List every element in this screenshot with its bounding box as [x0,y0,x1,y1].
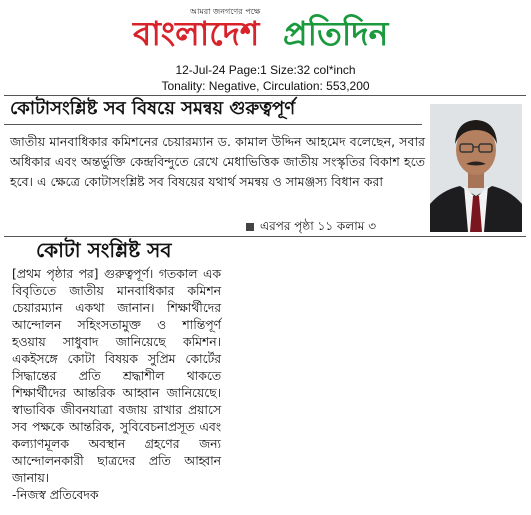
headline-rule [4,124,422,125]
byline: -নিজস্ব প্রতিবেদক [12,488,99,502]
clip-meta-tonality: Tonality: Negative, Circulation: 553,200 [161,79,370,93]
masthead-tagline: আমরা জনগণের পক্ষে [190,7,261,16]
front-lead-paragraph: জাতীয় মানবাধিকার কমিশনের চেয়ারম্যান ড. কামাল উদ্দিন আহমেদ বলেছেন, সবার অধিকার এবং অন্তর্ভুক্তি কেন্দ্রবিন্দুতে রেখে মেধাভিত্তিক জাতীয় সংস্কৃতির বিকাশ হতে হবে। এ ক্ষেত্রে কোটাসংশ্লিষ্ট সব বিষয়ের যথার্থ সমন্বয় ও সামঞ্জস্য বিধান করা [10,134,425,189]
portrait-image [430,104,522,232]
masthead-name-part1: বাংলাদেশ [133,14,260,53]
person-photo [430,104,522,232]
front-headline: কোটাসংশ্লিষ্ট সব বিষয়ে সমন্বয় গুরুত্বপূর্ণ [10,98,296,119]
continuation-headline: কোটা সংশ্লিষ্ট সব [36,238,172,262]
continuation-body: [প্রথম পৃষ্ঠার পর] গুরুত্বপূর্ণ। গতকাল এক বিবৃতিতে জাতীয় মানবাধিকার কমিশন চেয়ারম্যান একথা জানান। শিক্ষার্থীদের আন্দোলন সহিংসতামুক্ত ও শান্তিপূর্ণ হওয়ায় সাধুবাদ জানিয়েছে কমিশন। একইসঙ্গে কোটা বিষয়ক সুপ্রিম কোর্টের সিদ্ধান্তের প্রতি শ্রদ্ধাশীল থাকতে শিক্ষার্থীদের আন্তরিক আহ্বান জানিয়েছে। স্বাভাবিক জীবনযাত্রা বজায় রাখার প্রয়াসে সব পক্ষকে আন্তরিক, সুবিবেচনাপ্রসূত এবং কল্যাণমূলক অবস্থান গ্রহণের জন্য আন্দোলনকারী ছাত্রদের প্রতি আহ্বান জানায়। [12,267,221,485]
jump-line [246,217,376,235]
masthead [0,0,531,60]
clip-meta-date-size: 12-Jul-24 Page:1 Size:32 col*inch [175,63,356,77]
masthead-name-part2: প্রতিদিন [283,14,389,53]
square-bullet-icon [246,223,254,231]
jump-text: এরপর পৃষ্ঠা ১১ কলাম ৩ [260,219,377,233]
